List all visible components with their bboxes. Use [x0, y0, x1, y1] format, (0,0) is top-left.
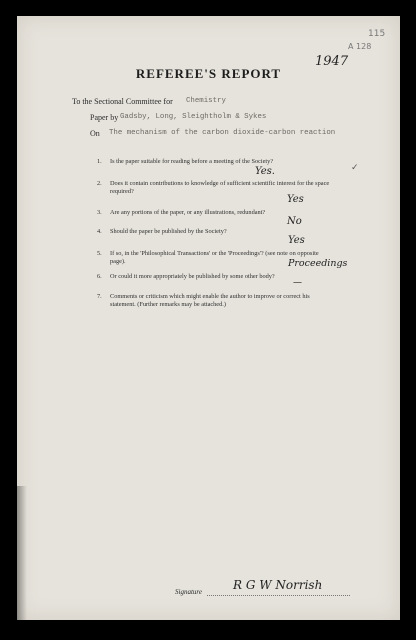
answer-6: — [293, 278, 302, 288]
corner-page-number: 115 [368, 29, 386, 39]
paper-by-value: Gadsby, Long, Sleightholm & Sykes [120, 113, 267, 121]
answer-4: Yes [288, 235, 305, 246]
question-7: 7. Comments or criticism which might enable the author to improve or correct his statement. (Further remarks may be attached.) [97, 293, 310, 308]
question-2: 2. Does it contain contributions to knowledge of sufficient scientific interest for the space required? [97, 180, 330, 195]
paper-by-label: Paper by [90, 113, 119, 122]
page-title: REFEREE'S REPORT [135, 66, 282, 81]
answer-3: No [287, 216, 302, 227]
answer-1: Yes. [255, 166, 275, 177]
signature-value: R G W Norrish [233, 578, 323, 592]
question-6: 6. Or could it more appropriately be published by some other body? [97, 273, 275, 280]
reference-number: A 128 [348, 42, 372, 51]
question-4: 4. Should the paper be published by the Society? [97, 228, 227, 235]
question-3: 3. Are any portions of the paper, or any illustrations, redundant? [97, 209, 266, 216]
answer-2: Yes [287, 194, 304, 205]
check-mark: ✓ [351, 162, 359, 172]
question-1: 1. Is the paper suitable for reading before a meeting of the Society? [97, 158, 274, 165]
on-label: On [90, 129, 100, 138]
handwritten-year: 1947 [315, 54, 349, 69]
question-5: 5. If so, in the 'Philosophical Transactions' or the 'Proceedings'? (see note on opposite page). [97, 250, 319, 265]
signature-line [207, 595, 350, 596]
on-value: The mechanism of the carbon dioxide-carbon reaction [109, 129, 336, 137]
answer-5: Proceedings [288, 258, 348, 269]
signature-label: Signature [175, 588, 202, 596]
report-sheet [17, 16, 400, 620]
committee-label: To the Sectional Committee for [72, 97, 173, 106]
committee-value: Chemistry [186, 97, 226, 105]
